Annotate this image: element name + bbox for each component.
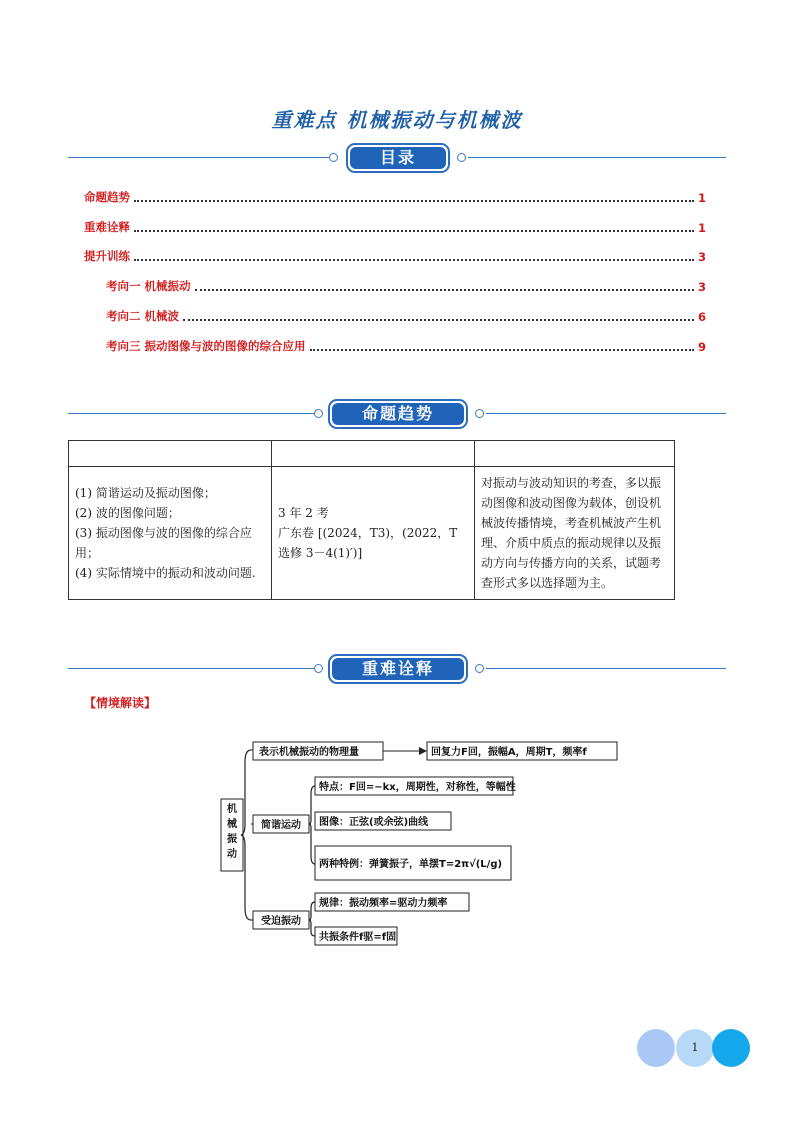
toc-leader [134, 229, 694, 232]
divider [486, 668, 726, 669]
table-header-row [69, 441, 675, 467]
section-pill-toc [346, 143, 450, 173]
toc-item[interactable] [106, 308, 706, 324]
divider-dot [475, 409, 484, 418]
toc-leader [134, 199, 694, 202]
mindmap-root-char-2: 械 [227, 819, 237, 830]
toc-leader [183, 318, 694, 321]
toc-item-label: 考向二 机械波 [106, 309, 180, 323]
page-circle-left [637, 1029, 675, 1067]
section-pill-trend [328, 399, 468, 429]
table-row [69, 467, 675, 600]
section-pill-explain [328, 654, 468, 684]
mindmap-root-char-1: 机 [227, 804, 237, 815]
trend-exams-cell [272, 467, 475, 600]
table-header-cell [272, 441, 475, 467]
toc-item-page: 6 [697, 310, 706, 324]
trend-exam-detail: 广东卷 [(2024，T3)，(2022，T 选修 3－4(1)′)] [278, 526, 458, 560]
mindmap-node-quantities-label: 表示机械振动的物理量 [259, 747, 359, 758]
trend-analysis-cell: 对振动与波动知识的考查，多以振动图像和波动图像为载体，创设机械波传播情境，考查机械波产生机理、介质中质点的振动规律以及振动方向与传播方向的关系，试题考查形式多以选择题为主。 [475, 467, 675, 600]
page-number: 1 [691, 1041, 699, 1054]
toc-item-label: 重难诠释 [84, 220, 130, 234]
mindmap-node-shm-features-label: 特点：F回=−kx，周期性，对称性，等幅性 [319, 782, 516, 793]
mindmap-node-quantities-list-label: 回复力F回，振幅A，周期T，频率f [431, 747, 587, 758]
document-title: 重难点 机械振动与机械波 [271, 108, 523, 132]
vibration-mindmap [215, 738, 625, 948]
toc-item-label: 考向三 振动图像与波的图像的综合应用 [106, 339, 306, 353]
toc-item-page: 1 [697, 221, 706, 235]
divider-dot [314, 409, 323, 418]
section-title-explain: 重难诠释 [332, 658, 464, 680]
toc-item[interactable] [84, 248, 706, 264]
divider-dot [314, 664, 323, 673]
page-circle-right [712, 1029, 750, 1067]
divider [68, 668, 316, 669]
divider [68, 157, 330, 158]
trend-table [68, 440, 675, 600]
divider [68, 413, 316, 414]
mindmap-brace [309, 902, 315, 936]
divider-dot [457, 153, 466, 162]
divider-dot [475, 664, 484, 673]
toc-item-page: 9 [697, 340, 706, 354]
trend-topic: (2) 波的图像问题； [75, 506, 180, 520]
toc-item[interactable] [106, 338, 706, 354]
toc-item[interactable] [106, 278, 706, 294]
arrow-right-icon [419, 747, 427, 755]
trend-topics-cell [69, 467, 272, 600]
divider [468, 157, 726, 158]
toc-leader [195, 288, 694, 291]
trend-exam-count: 3 年 2 考 [278, 506, 329, 520]
mindmap-node-shm-graph-label: 图像：正弦(或余弦)曲线 [319, 817, 429, 828]
toc-item-page: 3 [697, 250, 706, 264]
table-header-cell [69, 441, 272, 467]
toc-leader [310, 348, 694, 351]
toc-item[interactable] [84, 219, 706, 235]
trend-topic: (3) 振动图像与波的图像的综合应用； [75, 526, 252, 560]
toc-item-label: 提升训练 [84, 249, 130, 263]
context-label: 【情境解读】 [84, 696, 157, 710]
mindmap-root-char-4: 动 [227, 849, 237, 860]
toc-leader [134, 258, 694, 261]
section-title-trend: 命题趋势 [332, 403, 464, 425]
mindmap-brace [309, 786, 315, 864]
toc-item-label: 命题趋势 [84, 190, 130, 204]
toc-item-page: 1 [697, 191, 706, 205]
divider-dot [329, 153, 338, 162]
table-header-cell [475, 441, 675, 467]
mindmap-node-shm-examples-label: 两种特例：弹簧振子，单摆T=2π√(L/g) [319, 859, 503, 870]
mindmap-node-shm-label: 简谐运动 [261, 820, 301, 831]
toc-item-label: 考向一 机械振动 [106, 279, 191, 293]
mindmap-node-resonance-label: 共振条件f驱=f固 [319, 932, 397, 943]
mindmap-node-forced-label: 受迫振动 [261, 916, 301, 927]
mindmap-root-char-3: 振 [227, 834, 237, 845]
toc-item[interactable] [84, 189, 706, 205]
section-title-toc: 目录 [350, 147, 446, 169]
divider [486, 413, 726, 414]
toc-item-page: 3 [697, 280, 706, 294]
trend-topic: (1) 简谐运动及振动图像； [75, 486, 216, 500]
trend-topic: (4) 实际情境中的振动和波动问题. [75, 566, 256, 580]
mindmap-node-forced-rule-label: 规律：振动频率=驱动力频率 [319, 898, 448, 909]
